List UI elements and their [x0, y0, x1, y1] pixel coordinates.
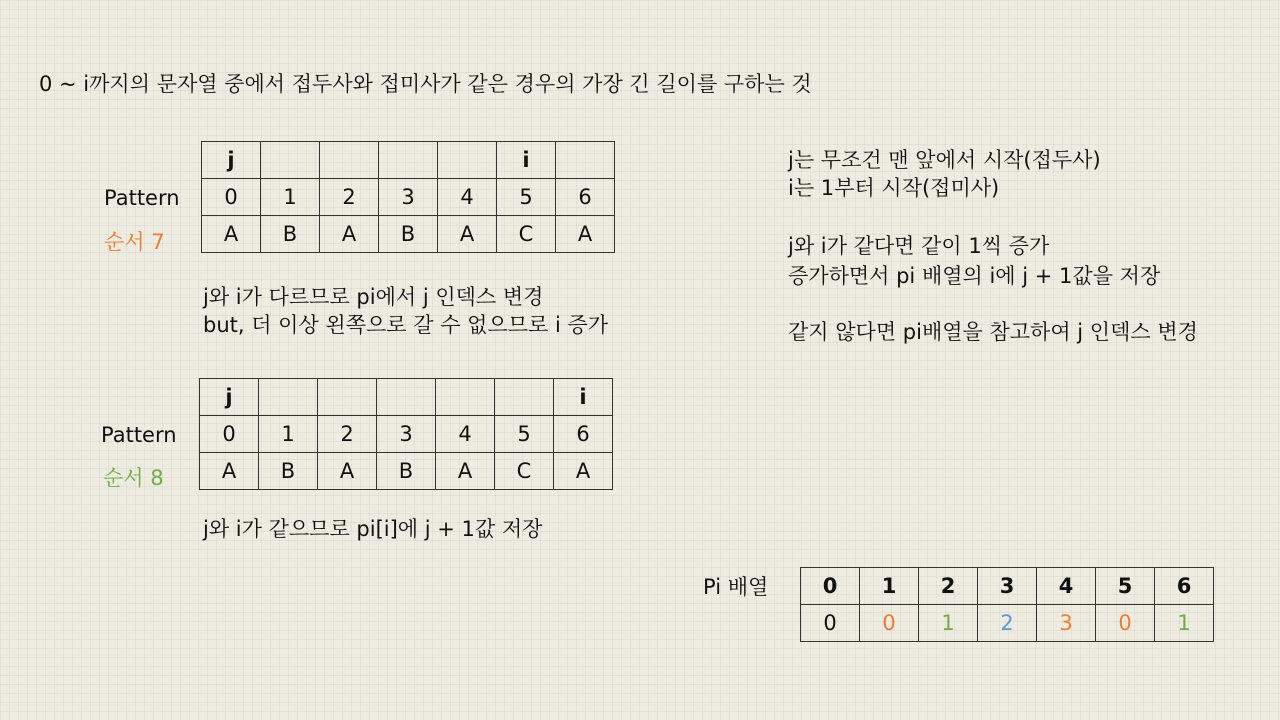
char-row — [202, 216, 615, 253]
index-cell: 1 — [261, 179, 320, 216]
pi-value-cell: 0 — [801, 605, 860, 642]
pointer-cell: j — [202, 142, 261, 179]
step7-label: 순서 7 — [104, 230, 165, 254]
pointer-cell — [320, 142, 379, 179]
step8-note: j와 i가 같으므로 pi[i]에 j + 1값 저장 — [203, 517, 543, 541]
char-cell: A — [318, 453, 377, 490]
pi-value-cell: 0 — [860, 605, 919, 642]
pointer-cell — [259, 379, 318, 416]
index-cell: 3 — [379, 179, 438, 216]
pointer-cell — [556, 142, 615, 179]
index-cell: 3 — [377, 416, 436, 453]
pi-value-cell: 1 — [1155, 605, 1214, 642]
char-cell: B — [261, 216, 320, 253]
pi-index-cell: 2 — [919, 568, 978, 605]
index-cell: 6 — [556, 179, 615, 216]
char-cell: C — [495, 453, 554, 490]
pointer-cell — [438, 142, 497, 179]
pointer-cell — [495, 379, 554, 416]
rule-line-3: j와 i가 같다면 같이 1씩 증가 — [788, 234, 1050, 258]
rule-line-5: 같지 않다면 pi배열을 참고하여 j 인덱스 변경 — [788, 320, 1198, 344]
rule-line-2: i는 1부터 시작(접미사) — [788, 176, 1000, 200]
pointer-cell — [318, 379, 377, 416]
pattern-label-step8: Pattern — [101, 423, 177, 447]
index-row — [200, 416, 613, 453]
pointer-cell: i — [497, 142, 556, 179]
pointer-row — [202, 142, 615, 179]
char-cell: A — [320, 216, 379, 253]
rule-line-4: 증가하면서 pi 배열의 i에 j + 1값을 저장 — [788, 264, 1161, 288]
char-cell: B — [259, 453, 318, 490]
pi-index-cell: 3 — [978, 568, 1037, 605]
char-cell: A — [436, 453, 495, 490]
index-cell: 5 — [497, 179, 556, 216]
pi-array-label: Pi 배열 — [703, 575, 769, 599]
pointer-cell — [436, 379, 495, 416]
char-cell: A — [438, 216, 497, 253]
index-cell: 5 — [495, 416, 554, 453]
char-cell: A — [556, 216, 615, 253]
char-cell: B — [379, 216, 438, 253]
pointer-cell — [377, 379, 436, 416]
index-cell: 4 — [438, 179, 497, 216]
pi-value-cell: 2 — [978, 605, 1037, 642]
char-cell: A — [202, 216, 261, 253]
char-row — [200, 453, 613, 490]
char-cell: A — [554, 453, 613, 490]
index-cell: 0 — [202, 179, 261, 216]
char-cell: B — [377, 453, 436, 490]
pattern-label-step7: Pattern — [104, 186, 180, 210]
pointer-cell — [261, 142, 320, 179]
pi-index-cell: 1 — [860, 568, 919, 605]
index-cell: 1 — [259, 416, 318, 453]
pi-value-cell: 1 — [919, 605, 978, 642]
step7-pattern-table — [201, 141, 615, 253]
step7-note-line1: j와 i가 다르므로 pi에서 j 인덱스 변경 — [203, 285, 544, 309]
pointer-cell: j — [200, 379, 259, 416]
pi-index-cell: 5 — [1096, 568, 1155, 605]
pi-index-cell: 6 — [1155, 568, 1214, 605]
pointer-row — [200, 379, 613, 416]
pi-index-row — [801, 568, 1214, 605]
pi-index-cell: 4 — [1037, 568, 1096, 605]
pointer-cell — [379, 142, 438, 179]
pi-value-cell: 0 — [1096, 605, 1155, 642]
index-cell: 4 — [436, 416, 495, 453]
index-cell: 0 — [200, 416, 259, 453]
char-cell: A — [200, 453, 259, 490]
index-cell: 2 — [320, 179, 379, 216]
index-row — [202, 179, 615, 216]
index-cell: 2 — [318, 416, 377, 453]
char-cell: C — [497, 216, 556, 253]
pi-value-cell: 3 — [1037, 605, 1096, 642]
pointer-cell: i — [554, 379, 613, 416]
step8-pattern-table — [199, 378, 613, 490]
pi-value-row — [801, 605, 1214, 642]
step7-note-line2: but, 더 이상 왼쪽으로 갈 수 없으므로 i 증가 — [203, 313, 609, 337]
index-cell: 6 — [554, 416, 613, 453]
slide-title: 0 ~ i까지의 문자열 중에서 접두사와 접미사가 같은 경우의 가장 긴 길이를 구하는 것 — [39, 72, 812, 96]
pi-array-table — [800, 567, 1214, 642]
step8-label: 순서 8 — [103, 466, 164, 490]
rule-line-1: j는 무조건 맨 앞에서 시작(접두사) — [788, 148, 1101, 172]
pi-index-cell: 0 — [801, 568, 860, 605]
